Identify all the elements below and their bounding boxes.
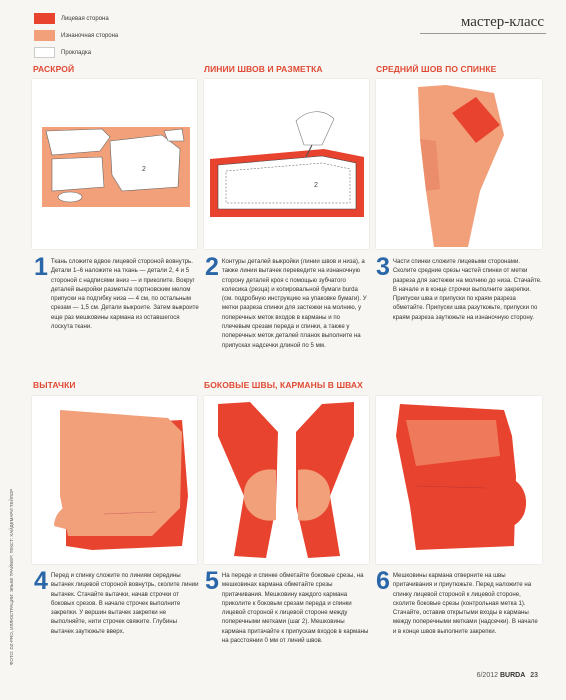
- section-title-side-seams: БОКОВЫЕ ШВЫ, КАРМАНЫ В ШВАХ: [204, 380, 363, 390]
- illustration-seamlines: [204, 79, 369, 249]
- issue-number: 6/2012: [476, 672, 499, 679]
- illustration-darts: [32, 396, 197, 564]
- illustration-cutting: [32, 79, 197, 249]
- legend-swatch-face: [34, 13, 55, 24]
- step-number: 3: [376, 253, 390, 281]
- step-3: [376, 253, 542, 322]
- legend-item: [34, 27, 118, 44]
- step-number: 2: [205, 253, 219, 281]
- section-title-darts: ВЫТАЧКИ: [33, 380, 76, 390]
- header-divider: [420, 33, 546, 34]
- step-text: Контуры деталей выкройки (линии швов и низа), а также линии вытачек переведите на изнаночную сторону деталей кроя с помощью зубчатого колесика (резца) и копировальной бумаги burda (см. подробную инструкцию на упаковке бумаги). У метки разреза спинки для застежки на молнию, у поперечных меток входов в карманы и по плечевым срезам переда и спинки, а также у поперечных меток деталей планок выполните на припусках надсечки длиной по 5 мм.: [221, 258, 367, 349]
- pattern-piece-label: 2: [142, 166, 146, 173]
- legend-item: [34, 44, 118, 61]
- step-1: [34, 253, 199, 331]
- step-text: На переде и спинке обметайте боковые срезы, на мешковинах кармана обметайте срезы притачивания. Мешковину каждого кармана приколите к боковым срезам переда и спинки лицевой стороной к лицевой стороне между поперечными метками (шаг 2). Мешковины кармана притачайте к припускам входов в карманы на расстоянии 0 мм от линий швов.: [221, 572, 369, 645]
- illustration-center-back: [376, 79, 542, 249]
- page-number: 23: [530, 672, 538, 679]
- photo-credit: [6, 385, 14, 665]
- step-2: [205, 253, 370, 350]
- illustration-side-seams-pockets: [204, 396, 369, 564]
- step-text: Перед и спинку сложите по линиям середины вытачек лицевой стороной вовнутрь, сколите линии вытачек. Стачайте вытачки, начав строчки от боковых срезов. В начале строчек выполните закрепки. У вершин вытачек закрепки не выполняйте, нити строчек свяжите. Глубины вытачек заутюжьте вверх.: [50, 572, 199, 635]
- step-number: 5: [205, 567, 219, 595]
- step-number: 1: [34, 253, 48, 281]
- step-number: 6: [376, 567, 390, 595]
- photo-credit-text: ФОТО: DZ-PRO, ИЛЛЮСТРАЦИИ: ЭЛЬКЕ ТРАЙБЕР; ТЕКСТ: ХАЙДЕМАРИ ТЕЙЛОР: [9, 488, 14, 665]
- legend-label: Прокладка: [61, 49, 92, 56]
- step-6: [376, 567, 542, 636]
- step-text: Части спинки сложите лицевыми сторонами. Сколите средние срезы частей спинки от метки разреза для застежки на молнию до низа. Стачайте. В начале и в конце строчки выполните закрепки. Припуски шва и припуски по краям разреза обметайте. Припуски шва разутюжьте, припуски по краям разреза заутюжьте на изнаночную сторону.: [392, 258, 542, 321]
- section-title-cutting: РАСКРОЙ: [33, 64, 75, 74]
- legend-label: Изнаночная сторона: [61, 32, 119, 39]
- illustration-pockets-folded: [376, 396, 542, 564]
- magazine-brand: BURDA: [499, 672, 526, 679]
- section-title-center-back: СРЕДНИЙ ШОВ ПО СПИНКЕ: [376, 64, 497, 74]
- section-title-seamlines: ЛИНИИ ШВОВ И РАЗМЕТКА: [204, 64, 323, 74]
- pattern-piece-label: 2: [314, 182, 318, 189]
- legend-item: [34, 10, 118, 27]
- step-text: Ткань сложите вдвое лицевой стороной вовнутрь. Детали 1–6 наложите на ткань — детали 2, 4 и 5 стороной с надписями вниз — и приколите. Вокруг деталей выкройки разметьте портновским мелом припуски на подгибку низа — 4 см, по остальным срезам — 1,5 см. Детали выкроите. Затем выкроите еще раз мешковины кармана из оставшегося лоскута ткани.: [50, 258, 199, 331]
- step-text: Мешковины кармана отверните на швы притачивания и приутюжьте. Перед наложите на спинку лицевой стороной к лицевой стороне, сколите боковые срезы (контрольная метка 1). Стачайте, оставив открытыми входы в карманы между поперечными метками (надсечки). В начале и в конце швов выполните закрепки.: [392, 572, 538, 635]
- page-header-title: мастер-класс: [460, 14, 544, 30]
- step-number: 4: [34, 567, 48, 595]
- legend-swatch-interfacing: [34, 47, 55, 58]
- legend-swatch-reverse: [34, 30, 55, 41]
- page-footer: [477, 672, 538, 679]
- legend: [34, 10, 118, 61]
- legend-label: Лицевая сторона: [61, 15, 109, 22]
- step-5: [205, 567, 370, 645]
- step-4: [34, 567, 199, 636]
